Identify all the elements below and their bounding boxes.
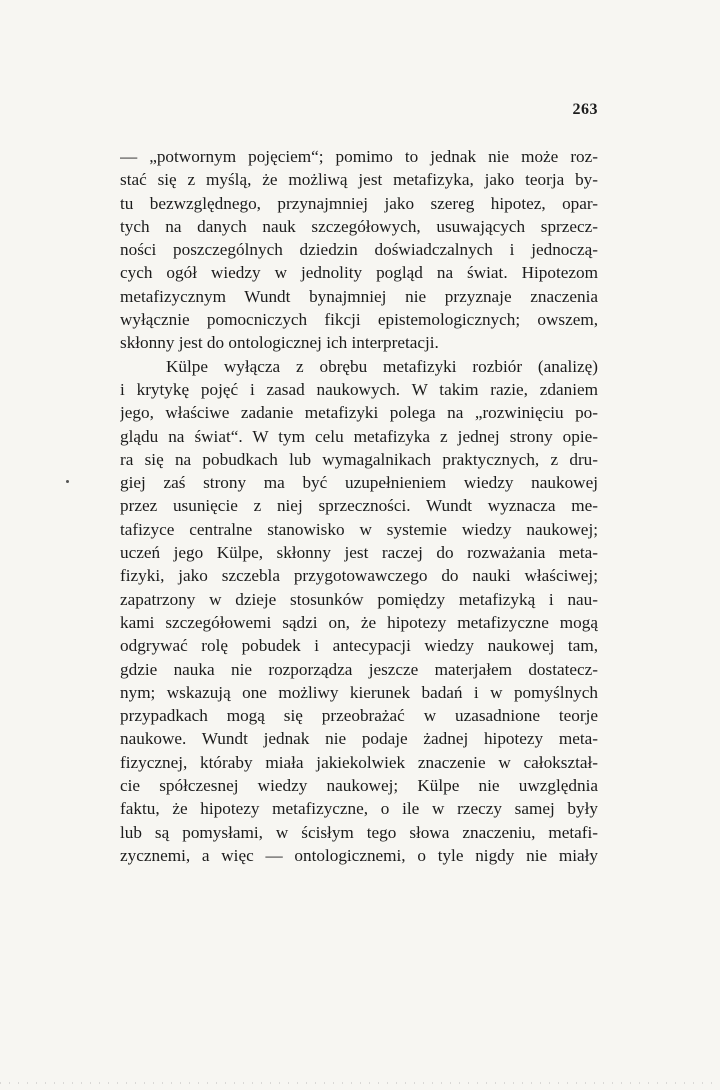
text-line: ności poszczególnych dziedzin doświadczalnych i jednoczą- (120, 240, 598, 260)
text-line: odgrywać rolę pobudek i antecypacji wiedzy naukowej tam, (120, 636, 598, 656)
text-line: fizyki, jako szczebla przygotowawczego do nauki właściwej; (120, 566, 598, 586)
text-line: zycznemi, a więc — ontologicznemi, o tyle nigdy nie miały (120, 845, 598, 865)
text-line: stać się z myślą, że możliwą jest metafizyka, jako teorja by- (120, 170, 598, 190)
text-line: tu bezwzględnego, przynajmniej jako szereg hipotez, opar- (120, 193, 598, 213)
text-line: giej zaś strony ma być uzupełnieniem wiedzy naukowej (120, 473, 598, 493)
text-line: tych na danych nauk szczegółowych, usuwających sprzecz- (120, 216, 598, 236)
text-line: glądu na świat“. W tym celu metafizyka z jednej strony opie- (120, 426, 598, 446)
text-line: wyłącznie pomocniczych fikcji epistemologicznych; owszem, (120, 310, 598, 330)
text-line: przypadkach mogą się przeobrażać w uzasadnione teorje (120, 706, 598, 726)
text-line: gdzie nauka nie rozporządza jeszcze materjałem dostatecz- (120, 659, 598, 679)
text-line: i krytykę pojęć i zasad naukowych. W takim razie, zdaniem (120, 379, 598, 399)
body-text (120, 145, 598, 867)
text-line: lub są pomysłami, w ścisłym tego słowa znaczeniu, metafi- (120, 822, 598, 842)
text-line: przez usunięcie z niej sprzeczności. Wundt wyznacza me- (120, 496, 598, 516)
text-line: uczeń jego Külpe, skłonny jest raczej do rozważania meta- (120, 543, 598, 563)
text-line: ra się na pobudkach lub wymagalnikach praktycznych, z dru- (120, 449, 598, 469)
text-line: naukowe. Wundt jednak nie podaje żadnej hipotezy meta- (120, 729, 598, 749)
text-line: — „potwornym pojęciem“; pomimo to jednak nie może roz- (120, 147, 598, 166)
text-line: metafizycznym Wundt bynajmniej nie przyznaje znaczenia (120, 286, 598, 306)
text-line: zapatrzony w dzieje stosunków pomiędzy metafizyką i nau- (120, 589, 598, 609)
text-line: jego, właściwe zadanie metafizyki polega na „rozwinięciu po- (120, 403, 598, 423)
scan-edge-artifact (0, 1082, 720, 1084)
text-line: Külpe wyłącza z obrębu metafizyki rozbiór (analizę) (166, 356, 598, 376)
text-line: nym; wskazują one możliwy kierunek badań i w pomyślnych (120, 682, 598, 702)
margin-mark (66, 480, 69, 483)
text-line: cych ogół wiedzy w jednolity pogląd na świat. Hipotezom (120, 263, 598, 283)
text-line: faktu, że hipotezy metafizyczne, o ile w rzeczy samej były (120, 799, 598, 819)
text-line: cie spółczesnej wiedzy naukowej; Külpe nie uwzględnia (120, 776, 598, 796)
page-number: 263 (572, 101, 598, 118)
text-line: kami szczegółowemi sądzi on, że hipotezy metafizyczne mogą (120, 612, 598, 632)
text-line: tafizyce centralne stanowisko w systemie wiedzy naukowej; (120, 519, 598, 539)
text-line: fizycznej, któraby miała jakiekolwiek znaczenie w całokształ- (120, 752, 598, 772)
text-line: skłonny jest do ontologicznej ich interpretacji. (120, 333, 439, 353)
